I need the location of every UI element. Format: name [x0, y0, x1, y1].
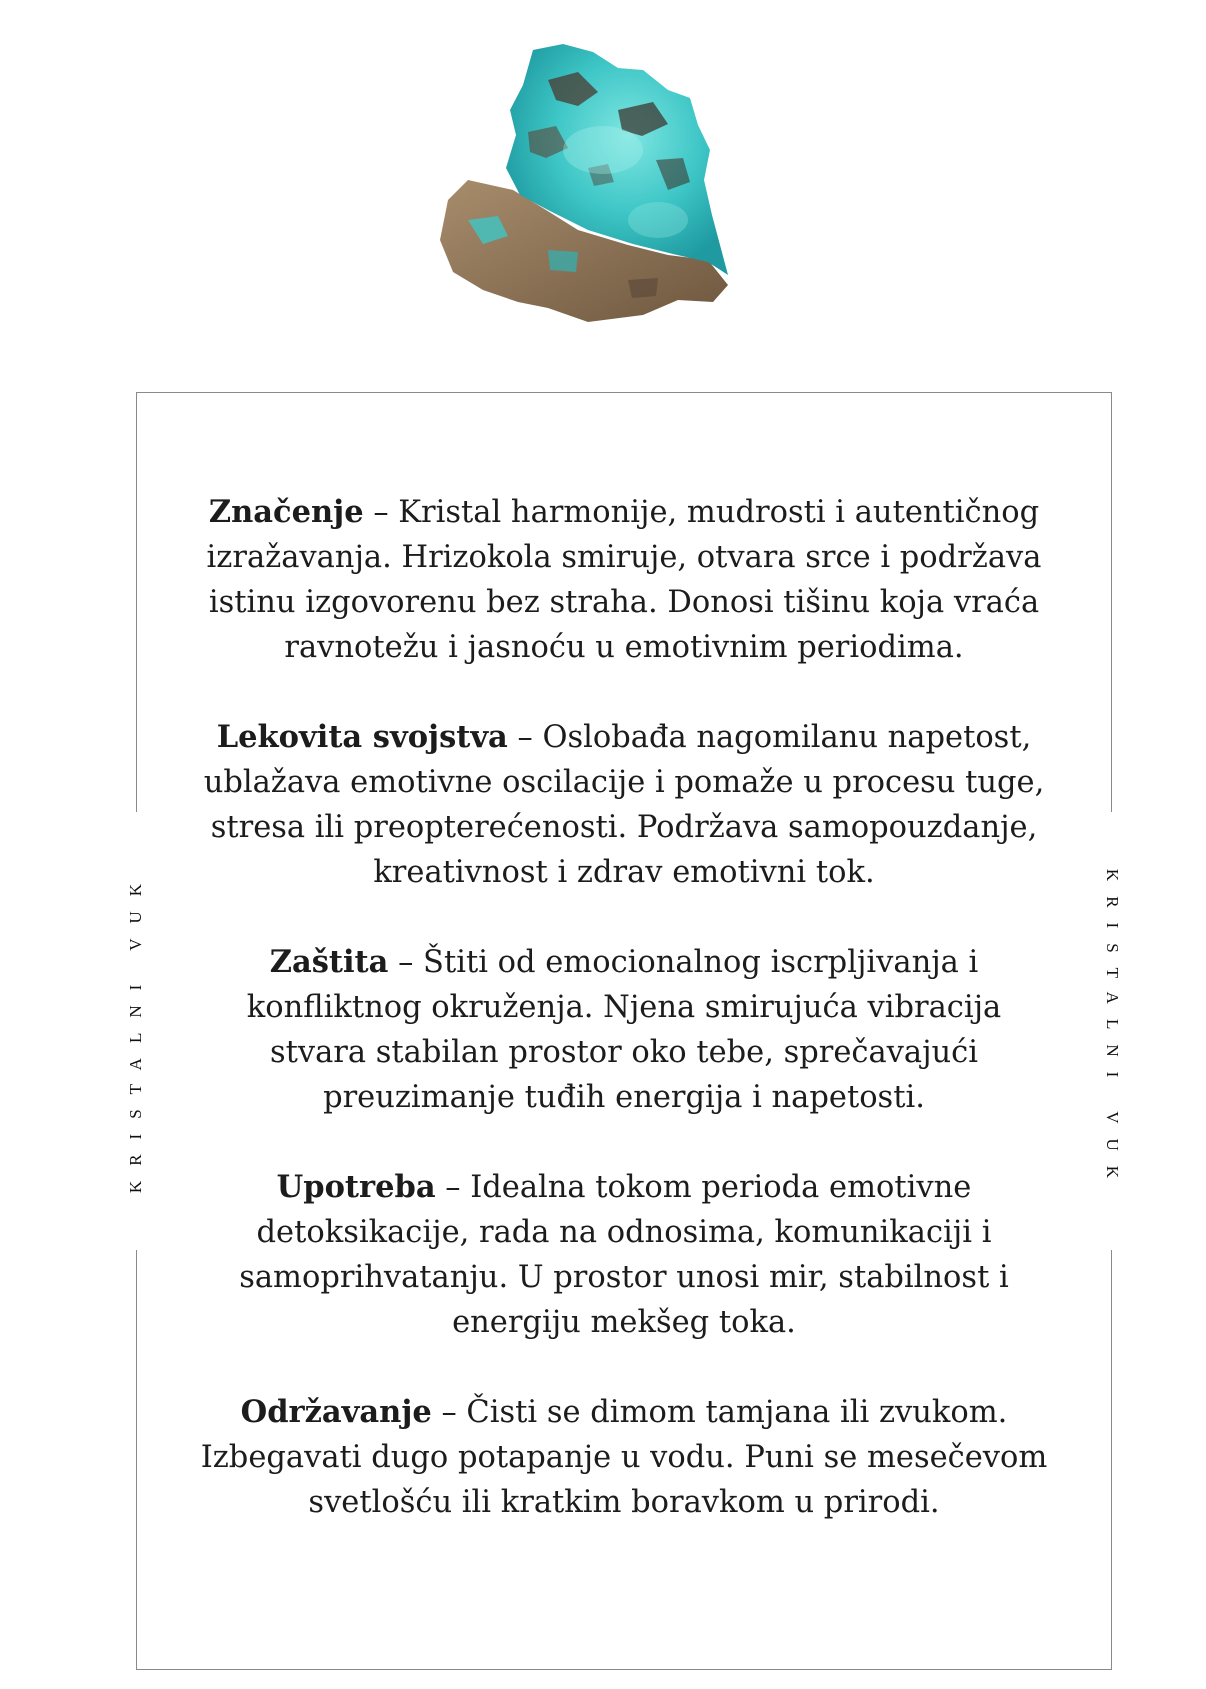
section-title: Upotreba [276, 1169, 436, 1205]
section-title: Zaštita [269, 944, 389, 980]
side-label-left: KRISTALNI VUK [126, 868, 145, 1194]
section-body: – Idealna tokom perioda emotivne detoksikacije, rada na odnosima, komunikaciji i samoprihvatanju. U prostor unosi mir, stabilnost i energiju mekšeg toka. [239, 1170, 1009, 1340]
frame-bottom-line [136, 1669, 1112, 1670]
frame-top-line [136, 392, 1112, 393]
chrysocolla-stone-image [428, 40, 768, 340]
frame-left-line-upper [136, 392, 137, 812]
section-body: – Kristal harmonije, mudrosti i autentičnog izražavanja. Hrizokola smiruje, otvara srce i podržava istinu izgovorenu bez straha. Donosi tišinu koja vraća ravnotežu i jasnoću u emotivnim periodima. [206, 495, 1042, 665]
section-body: – Čisti se dimom tamjana ili zvukom. Izbegavati dugo potapanje u vodu. Puni se mesečevom svetlošću ili kratkim boravkom u prirodi. [200, 1395, 1048, 1520]
description-text [196, 490, 1052, 1570]
section-title: Značenje [208, 494, 364, 530]
frame-left-line-lower [136, 1250, 137, 1670]
section-maintenance [196, 1390, 1052, 1525]
frame-right-line-lower [1111, 1250, 1112, 1670]
section-body: – Oslobađa nagomilanu napetost, ublažava emotivne oscilacije i pomaže u procesu tuge, stresa ili preopterećenosti. Podržava samopouzdanje, kreativnost i zdrav emotivni tok. [203, 720, 1045, 890]
section-healing-properties [196, 715, 1052, 895]
section-title: Lekovita svojstva [216, 719, 508, 755]
section-body: – Štiti od emocionalnog iscrpljivanja i konfliktnog okruženja. Njena smirujuća vibracija stvara stabilan prostor oko tebe, sprečavajući preuzimanje tuđih energija i napetosti. [246, 945, 1002, 1115]
section-title: Održavanje [240, 1394, 432, 1430]
section-usage [196, 1165, 1052, 1345]
section-protection [196, 940, 1052, 1120]
side-label-right: KRISTALNI VUK [1103, 868, 1122, 1194]
section-meaning [196, 490, 1052, 670]
frame-right-line-upper [1111, 392, 1112, 812]
